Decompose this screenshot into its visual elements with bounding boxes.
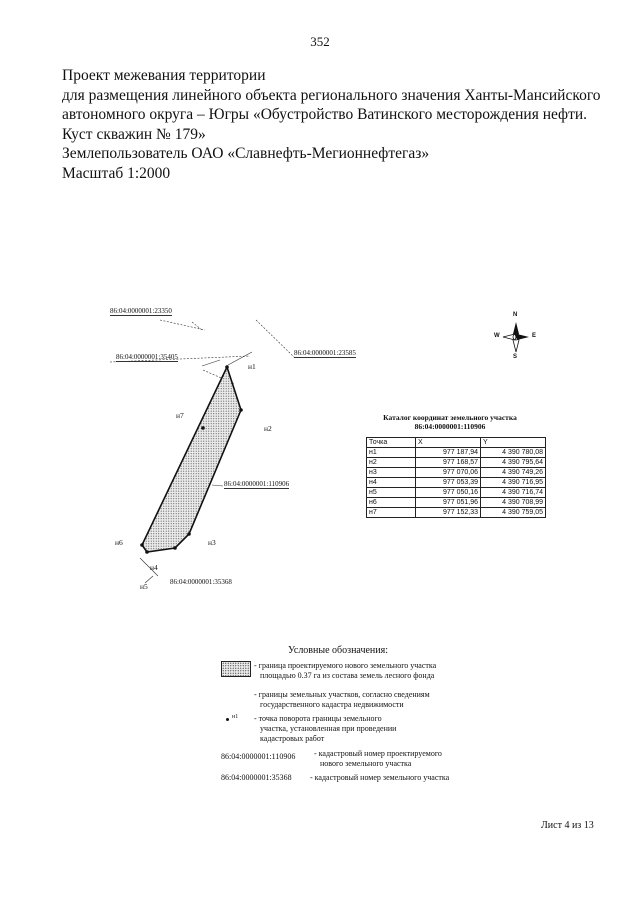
table-cell: 4 390 708,99 <box>481 498 546 508</box>
sheet-number: Лист 4 из 13 <box>541 820 594 831</box>
catalog-title-line: 86:04:0000001:110906 <box>414 422 486 431</box>
catalog-title-line: Каталог координат земельного участка <box>383 413 517 422</box>
parcel-map-drawing <box>100 300 300 600</box>
point-label: н6 <box>115 538 123 547</box>
turning-point <box>187 532 191 536</box>
parcel-map <box>100 300 356 600</box>
table-cell: н1 <box>367 448 416 458</box>
legend-parcel-swatch <box>221 661 251 677</box>
point-label: н3 <box>208 538 216 547</box>
turning-point <box>173 546 177 550</box>
table-cell: 4 390 716,74 <box>481 488 546 498</box>
table-cell: 4 390 716,95 <box>481 478 546 488</box>
table-cell: н6 <box>367 498 416 508</box>
point-label: н7 <box>176 411 184 420</box>
table-cell: н4 <box>367 478 416 488</box>
table-cell: 4 390 759,05 <box>481 508 546 518</box>
turning-point <box>145 550 149 554</box>
legend-line: кадастровых работ <box>260 734 325 743</box>
neighbor-boundary <box>160 320 205 330</box>
parcel-label: 86:04:0000001:110906 <box>224 480 290 488</box>
table-cell: 977 168,57 <box>416 458 481 468</box>
neighbor-parcel-label: 86:04:0000001:23585 <box>294 349 356 357</box>
title-line: Проект межевания территории <box>62 67 266 84</box>
table-cell: н5 <box>367 488 416 498</box>
title-line: Масштаб 1:2000 <box>62 164 171 182</box>
point-label: н1 <box>248 362 256 371</box>
table-row <box>367 458 546 468</box>
neighbor-parcel-label: 86:04:0000001:35405 <box>116 353 178 361</box>
point-label: н4 <box>150 563 158 572</box>
table-row <box>367 498 546 508</box>
column-header: Точка <box>367 438 416 448</box>
table-cell: н2 <box>367 458 416 468</box>
title-line: автономного округа – Югры «Обустройство Ватинского месторождения нефти. <box>62 106 588 123</box>
legend-line: государственного кадастра недвижимости <box>260 700 404 709</box>
legend-line: участка, установленная при проведении <box>260 724 397 733</box>
table-cell: 977 152,33 <box>416 508 481 518</box>
table-header-row <box>367 438 546 448</box>
legend-line: - точка поворота границы земельного <box>254 714 382 723</box>
neighbor-parcel-label: 86:04:0000001:23350 <box>110 307 172 315</box>
legend-line: - границы земельных участков, согласно сведениям <box>254 690 430 699</box>
table-cell: 977 050,16 <box>416 488 481 498</box>
legend-line: - граница проектируемого нового земельного участка <box>254 661 437 670</box>
turning-point <box>239 408 243 412</box>
turning-point <box>225 365 229 369</box>
title-line: для размещения линейного объекта регионального значения Ханты-Мансийского <box>62 86 601 104</box>
catalog-title <box>370 413 530 431</box>
legend-code: 86:04:0000001:110906 <box>221 752 296 761</box>
legend-item-new-cadastral <box>314 749 442 769</box>
legend-line: площадью 0.37 га из состава земель лесного фонда <box>260 671 435 680</box>
column-header: Y <box>481 438 546 448</box>
neighbor-boundary <box>192 322 202 330</box>
table-cell: н7 <box>367 508 416 518</box>
legend-line: нового земельного участка <box>320 759 412 768</box>
title-line: Землепользователь ОАО «Славнефть-Мегионнефтегаз» <box>62 145 430 162</box>
table-cell: 4 390 795,64 <box>481 458 546 468</box>
title-line: Куст скважин № 179» <box>62 125 206 143</box>
compass-rose <box>494 312 538 362</box>
legend-line: - кадастровый номер земельного участка <box>310 773 450 782</box>
compass-north: N <box>513 312 518 318</box>
table-cell: 977 053,39 <box>416 478 481 488</box>
legend-code: 86:04:0000001:35368 <box>221 773 292 782</box>
compass-south: S <box>513 354 518 360</box>
table-cell: 4 390 780,08 <box>481 448 546 458</box>
legend-line: - кадастровый номер проектируемого <box>314 749 442 758</box>
page-number: 352 <box>310 34 330 49</box>
parcel-polygon <box>142 367 241 552</box>
table-row <box>367 508 546 518</box>
table-row <box>367 478 546 488</box>
legend-title: Условные обозначения: <box>288 645 389 656</box>
legend-item-cadastral <box>310 773 449 783</box>
point-label: н2 <box>264 424 272 433</box>
table-cell: н3 <box>367 468 416 478</box>
legend-point-icon <box>226 718 229 721</box>
neighbor-parcel-label: 86:04:0000001:35368 <box>170 578 232 586</box>
legend-point-label: н1 <box>232 714 239 720</box>
table-row <box>367 448 546 458</box>
legend-item-boundaries <box>254 690 430 710</box>
table-cell: 977 187,94 <box>416 448 481 458</box>
turning-point <box>201 426 205 430</box>
neighbor-boundary <box>256 320 295 358</box>
table-row <box>367 468 546 478</box>
compass-west: W <box>494 333 500 339</box>
table-cell: 4 390 749,26 <box>481 468 546 478</box>
neighbor-boundary <box>202 360 220 366</box>
table-cell: 977 051,96 <box>416 498 481 508</box>
document-title <box>62 66 622 183</box>
table-row <box>367 488 546 498</box>
point-label: н5 <box>140 582 148 591</box>
turning-point <box>140 543 144 547</box>
table-cell: 977 070,06 <box>416 468 481 478</box>
column-header: X <box>416 438 481 448</box>
compass-east: E <box>532 333 537 339</box>
legend-item-point <box>254 714 396 744</box>
legend-item-parcel <box>254 661 436 681</box>
leader-line <box>212 485 223 486</box>
coordinates-table <box>366 437 546 518</box>
